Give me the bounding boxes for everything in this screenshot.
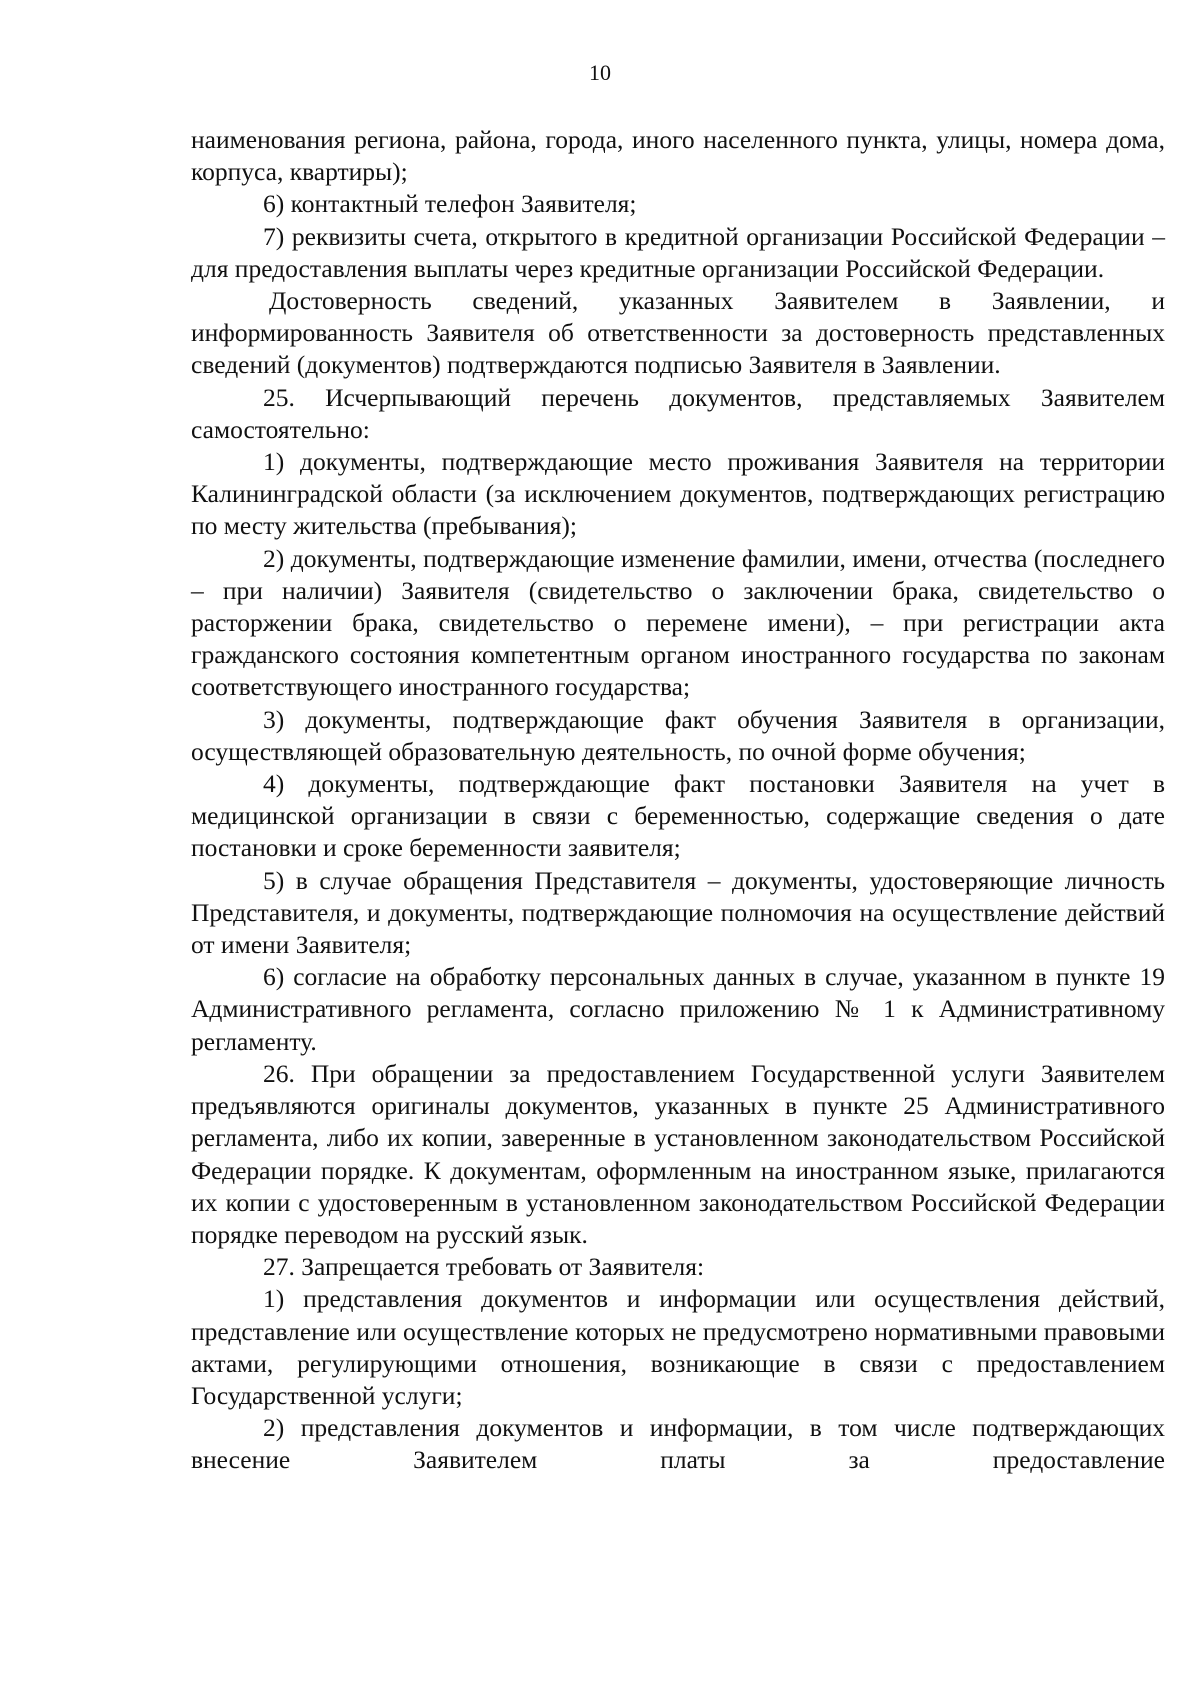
paragraph-clause-25: 25. Исчерпывающий перечень документов, представляемых Заявителем самостоятельно:	[191, 382, 1165, 444]
paragraph-reliability: Достоверность сведений, указанных Заявителем в Заявлении, и информированность Заявителя об ответственности за достоверность представленных сведений (документов) подтверждаются подписью Заявителя в Заявлении.	[191, 286, 1165, 380]
page-number: 10	[589, 60, 611, 85]
paragraph-clause-27-item-2: 2) представления документов и информации, в том числе подтверждающих внесение Заявителем платы за предоставление	[191, 1413, 1165, 1475]
paragraph-clause-25-item-1: 1) документы, подтверждающие место проживания Заявителя на территории Калининградской области (за исключением документов, подтверждающих регистрацию по месту жительства (пребывания);	[191, 447, 1165, 541]
paragraph-clause-25-item-4: 4) документы, подтверждающие факт постановки Заявителя на учет в медицинской организации в связи с беременностью, содержащие сведения о дате постановки и сроке беременности заявителя;	[191, 769, 1165, 863]
paragraph-clause-25-item-3: 3) документы, подтверждающие факт обучения Заявителя в организации, осуществляющей образовательную деятельность, по очной форме обучения;	[191, 704, 1165, 766]
paragraph-address-continuation: наименования региона, района, города, иного населенного пункта, улицы, номера дома, корпуса, квартиры);	[191, 125, 1165, 187]
paragraph-clause-26: 26. При обращении за предоставлением Государственной услуги Заявителем предъявляются оригиналы документов, указанных в пункте 25 Административного регламента, либо их копии, заверенные в установленном законодательством Российской Федерации порядке. К документам, оформленным на иностранном языке, прилагаются их копии с удостоверенным в установленном законодательством Российской Федерации порядке переводом на русский язык.	[191, 1058, 1165, 1249]
paragraph-clause-25-item-5: 5) в случае обращения Представителя – документы, удостоверяющие личность Представителя, и документы, подтверждающие полномочия на осуществление действий от имени Заявителя;	[191, 865, 1165, 960]
paragraph-clause-27: 27. Запрещается требовать от Заявителя:	[263, 1252, 705, 1282]
paragraph-clause-25-item-2: 2) документы, подтверждающие изменение фамилии, имени, отчества (последнего – при наличии) Заявителя (свидетельство о заключении брака, свидетельство о расторжении брака, свидетельство о перемене имени), – при регистрации акта гражданского состояния компетентным органом иностранного государства по законам соответствующего иностранного государства;	[191, 543, 1165, 702]
document-body	[191, 124, 1165, 1477]
paragraph-item-7-bank-account: 7) реквизиты счета, открытого в кредитной организации Российской Федерации – для предоставления выплаты через кредитные организации Российской Федерации.	[191, 221, 1165, 283]
paragraph-clause-27-item-1: 1) представления документов и информации или осуществления действий, представление или осуществление которых не предусмотрено нормативными правовыми актами, регулирующими отношения, возникающие в связи с предоставлением Государственной услуги;	[191, 1284, 1165, 1410]
paragraph-clause-25-item-6: 6) согласие на обработку персональных данных в случае, указанном в пункте 19 Административного регламента, согласно приложению № 1 к Административному регламенту.	[191, 962, 1165, 1056]
paragraph-item-6-phone: 6) контактный телефон Заявителя;	[263, 189, 637, 219]
